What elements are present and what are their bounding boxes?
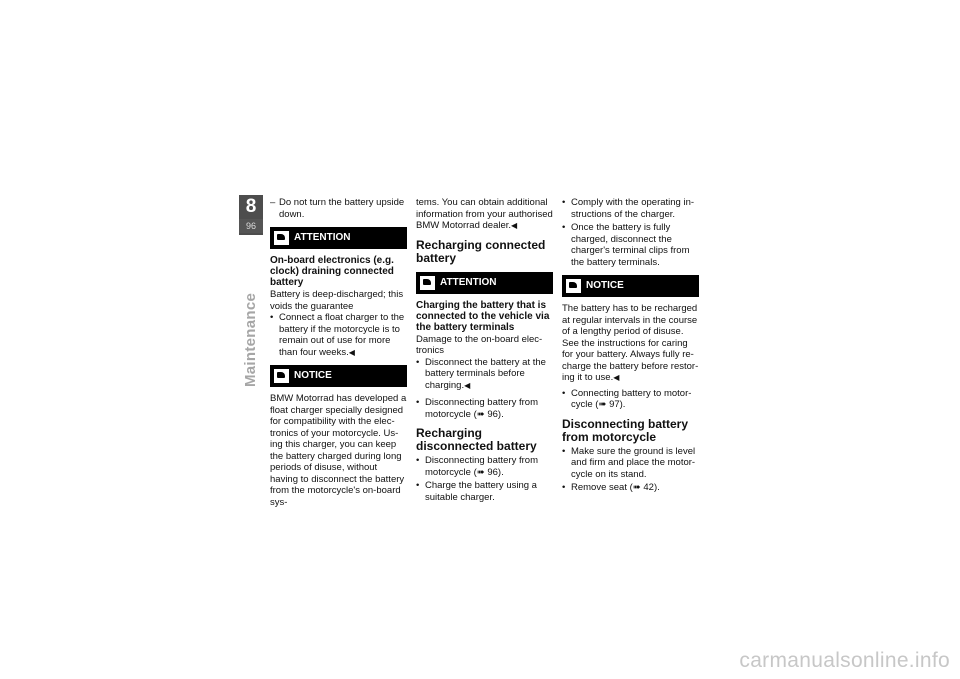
ref-arrow-icon: ➠	[476, 408, 485, 420]
attention-label: ATTENTION	[294, 232, 351, 244]
bullet-text: Connecting battery to motor-cycle (	[571, 387, 692, 410]
notice-bar	[270, 365, 407, 387]
ref-arrow-icon: ➠	[598, 399, 607, 410]
bullet-text: Once the battery is fully charged, disconnect the charger's terminal clips from the battery terminals.	[571, 222, 690, 268]
notice-body: BMW Motorrad has developed a float charger specially designed for compatibility with the elec-tronics of your motorcycle. Us-ing this charger, you can keep the battery charged during long periods of disuse, without having to disconnect the battery from the motorcycle's on-board sys-	[270, 393, 407, 508]
notice-body-text: The battery has to be recharged at regular intervals in the course of a lengthy period of disuse. See the instructions for caring for your battery. Always fully re-charge the battery before restor-ing it to use.	[562, 303, 699, 383]
dash-marker: –	[270, 197, 276, 208]
bullet-text: Disconnecting battery from motorcycle (	[425, 397, 538, 420]
notice-continuation-text: tems. You can obtain additional information from your authorised BMW Motorrad dealer.	[416, 197, 553, 231]
column-3	[562, 197, 699, 496]
ref-arrow-icon: ➠	[632, 482, 641, 493]
bullet-item	[562, 222, 699, 268]
hand-pointer-icon	[420, 276, 435, 290]
bullet-item	[416, 480, 553, 503]
page-ref-link[interactable]: 96).	[487, 466, 504, 478]
end-mark-icon: ◀	[464, 380, 471, 390]
bullet-marker: •	[562, 482, 566, 493]
bullet-marker: •	[416, 397, 420, 408]
bullet-text: Charge the battery using a suitable charger.	[425, 480, 537, 503]
notice-body	[562, 303, 699, 384]
bullet-item	[562, 388, 699, 411]
attention-title: On-board electronics (e.g. clock) draining connected battery	[270, 255, 394, 288]
bullet-item	[416, 455, 553, 478]
bullet-marker: •	[416, 356, 420, 368]
section-heading-disconnecting: Disconnecting battery from motorcycle	[562, 416, 689, 444]
bullet-text: Make sure the ground is level and firm and place the motor-cycle on its stand.	[571, 445, 696, 480]
page-ref-link[interactable]: 42).	[643, 482, 660, 493]
notice-continuation	[416, 197, 553, 232]
bullet-marker: •	[562, 222, 566, 233]
column-2	[416, 197, 553, 505]
bullet-marker: •	[416, 480, 420, 491]
bullet-text: Remove seat (	[571, 482, 633, 493]
attention-bullet	[270, 312, 407, 358]
hand-pointer-icon	[274, 369, 289, 383]
bullet-marker: •	[416, 455, 420, 466]
bullet-item	[416, 397, 553, 420]
bullet-text: Comply with the operating in-structions of the charger.	[571, 197, 695, 220]
attention-bar	[416, 272, 553, 294]
chapter-title: Maintenance	[242, 292, 259, 387]
notice-label: NOTICE	[294, 370, 332, 382]
bullet-item	[562, 482, 699, 494]
attention-body: Damage to the on-board elec-tronics	[416, 333, 543, 356]
hand-pointer-icon	[566, 279, 581, 293]
dash-item-text: Do not turn the battery upside down.	[279, 197, 405, 220]
notice-label: NOTICE	[586, 280, 624, 292]
notice-bar	[562, 275, 699, 297]
bullet-marker: •	[562, 197, 566, 208]
attention-bullet-text: Connect a float charger to the battery if the motorcycle is to remain out of use for more than four weeks.	[279, 312, 405, 358]
section-heading-recharging-connected: Recharging connected battery	[416, 237, 546, 265]
bullet-marker: •	[562, 445, 566, 457]
hand-pointer-icon	[274, 231, 289, 245]
attention-label: ATTENTION	[440, 276, 497, 288]
dash-item	[270, 197, 407, 220]
page-ref-link[interactable]: 97).	[609, 399, 626, 410]
page-number: 96	[239, 219, 263, 233]
column-1	[270, 197, 407, 508]
attention-bar	[270, 227, 407, 249]
chapter-tab	[239, 195, 263, 235]
end-mark-icon: ◀	[348, 347, 355, 357]
watermark-text: carmanualsonline.info	[739, 649, 950, 672]
section-heading-recharging-disconnected: Recharging disconnected battery	[416, 426, 537, 453]
end-mark-icon: ◀	[613, 373, 620, 382]
ref-arrow-icon: ➠	[476, 466, 485, 478]
attention-body: Battery is deep-discharged; this voids the guarantee	[270, 289, 404, 312]
bullet-marker: •	[270, 312, 274, 323]
bullet-marker: •	[562, 387, 566, 399]
bullet-text: Disconnect the battery at the battery terminals before charging.	[425, 356, 546, 391]
bullet-text: Disconnecting battery from motorcycle (	[425, 455, 538, 478]
bullet-item	[562, 197, 699, 220]
bullet-item	[562, 446, 699, 481]
end-mark-icon: ◀	[511, 221, 518, 230]
bullet-item	[416, 357, 553, 392]
chapter-number: 8	[245, 196, 257, 217]
attention-title: Charging the battery that is connected to the vehicle via the battery terminals	[416, 299, 550, 333]
page-ref-link[interactable]: 96).	[487, 408, 504, 420]
